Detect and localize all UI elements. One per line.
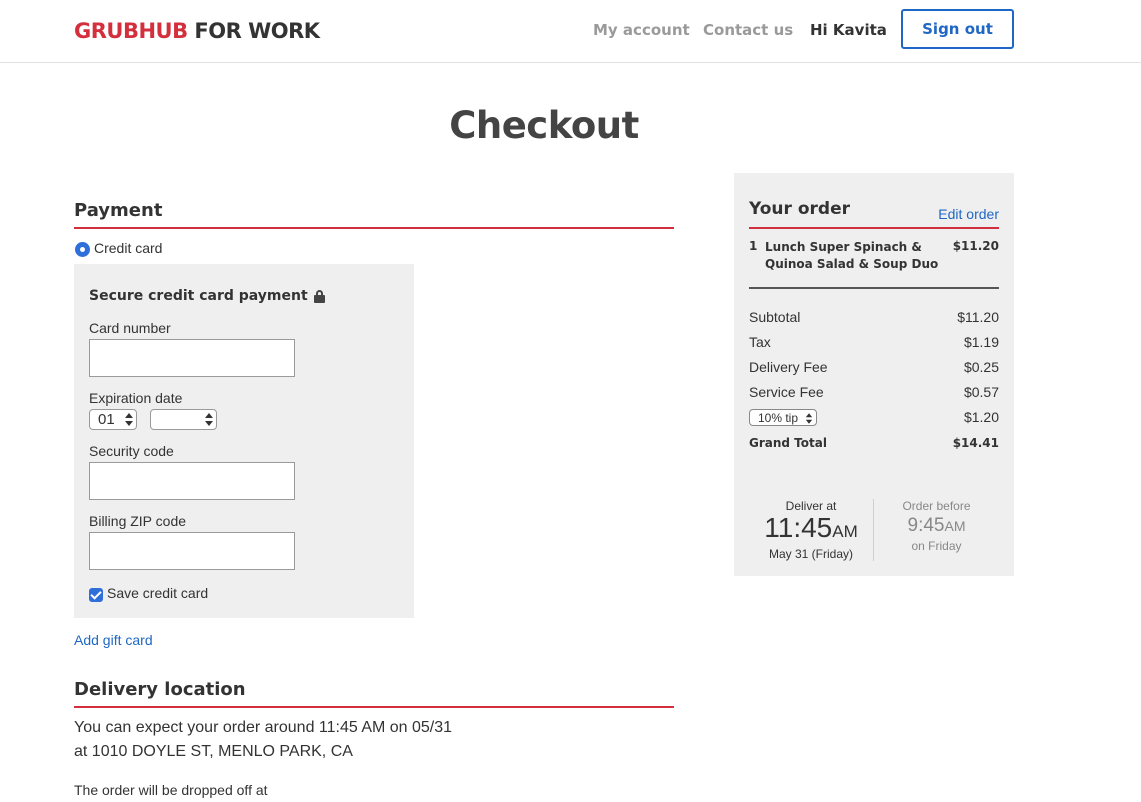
expiration-month-select[interactable] [89, 409, 137, 430]
order-summary-panel [734, 173, 1014, 576]
save-credit-card-label: Save credit card [107, 585, 209, 601]
security-code-label: Security code [89, 443, 174, 459]
security-code-input[interactable] [89, 462, 295, 500]
deliver-time-value: 11:45 [764, 512, 833, 543]
grand-total-row [749, 436, 999, 456]
expiration-date-label: Expiration date [89, 390, 183, 406]
order-summary-header [749, 199, 999, 229]
tax-row [749, 334, 999, 354]
order-before-time-value: 9:45 [907, 515, 945, 536]
order-item-quantity: 1 [749, 239, 758, 253]
logo-brand: GRUBHUB [74, 19, 188, 43]
dropoff-text: The order will be dropped off at [74, 782, 268, 798]
order-before-label: Order before [902, 499, 971, 513]
my-account-link[interactable]: My account [593, 21, 690, 39]
select-arrows-icon [806, 413, 812, 425]
expiration-year-select[interactable] [150, 409, 217, 430]
deliver-time-ampm: AM [832, 522, 858, 541]
credit-card-radio-option[interactable] [75, 238, 162, 257]
subtotal-amount: $11.20 [957, 309, 999, 325]
order-before-ampm: AM [944, 518, 966, 534]
service-fee-row [749, 384, 999, 404]
user-greeting: Hi Kavita [810, 21, 887, 39]
delivery-fee-label: Delivery Fee [749, 359, 828, 375]
card-number-input[interactable] [89, 339, 295, 377]
order-before-box [874, 499, 999, 553]
tax-label: Tax [749, 334, 771, 350]
delivery-fee-row [749, 359, 999, 379]
lock-icon [314, 290, 325, 303]
sign-out-button[interactable]: Sign out [901, 9, 1014, 49]
select-arrows-icon [125, 412, 133, 427]
contact-us-link[interactable]: Contact us [703, 21, 794, 39]
payment-heading: Payment [74, 200, 674, 229]
tip-select-value: 10% tip [758, 411, 799, 425]
delivery-address-text: at 1010 DOYLE ST, MENLO PARK, CA [74, 743, 353, 760]
service-fee-amount: $0.57 [963, 384, 999, 400]
tip-row [749, 409, 999, 429]
order-item-name: Lunch Super Spinach & Quinoa Salad & Soup Duo [765, 240, 939, 271]
billing-zip-label: Billing ZIP code [89, 513, 187, 529]
deliver-at-time [749, 513, 873, 547]
subtotal-label: Subtotal [749, 309, 801, 325]
order-item-price: $11.20 [952, 239, 999, 253]
service-fee-label: Service Fee [749, 384, 824, 400]
logo-suffix: FOR WORK [187, 19, 320, 43]
order-before-day: on Friday [911, 539, 962, 553]
tax-amount: $1.19 [963, 334, 999, 350]
credit-card-panel [74, 264, 414, 618]
top-header [0, 0, 1141, 63]
delivery-location-heading: Delivery location [74, 679, 674, 708]
select-arrows-icon [205, 412, 213, 427]
expiration-month-value: 01 [98, 411, 115, 428]
edit-order-link[interactable]: Edit order [938, 206, 999, 222]
order-divider [749, 287, 999, 289]
add-gift-card-link[interactable]: Add gift card [74, 632, 153, 648]
card-number-label: Card number [89, 320, 171, 336]
secure-payment-title [89, 288, 325, 304]
grand-total-amount: $14.41 [952, 436, 999, 450]
order-before-time [874, 513, 999, 539]
credit-card-radio[interactable] [75, 242, 90, 257]
save-credit-card-checkbox[interactable] [89, 588, 103, 602]
deliver-at-label: Deliver at [785, 499, 837, 513]
grubhub-for-work-logo[interactable] [74, 19, 320, 43]
delivery-expectation-text: You can expect your order around 11:45 AM on 05/31 [74, 719, 453, 736]
secure-payment-title-text: Secure credit card payment [89, 288, 308, 304]
subtotal-row [749, 309, 999, 329]
delivery-fee-amount: $0.25 [963, 359, 999, 375]
grand-total-label: Grand Total [749, 436, 827, 450]
tip-select[interactable] [749, 409, 817, 426]
billing-zip-input[interactable] [89, 532, 295, 570]
credit-card-radio-label: Credit card [94, 239, 163, 256]
save-credit-card-option[interactable] [89, 584, 208, 602]
tip-amount: $1.20 [963, 409, 999, 425]
your-order-title: Your order [749, 199, 850, 219]
deliver-at-box [749, 499, 873, 561]
deliver-at-date: May 31 (Friday) [768, 547, 854, 561]
page-title: Checkout [449, 104, 639, 147]
